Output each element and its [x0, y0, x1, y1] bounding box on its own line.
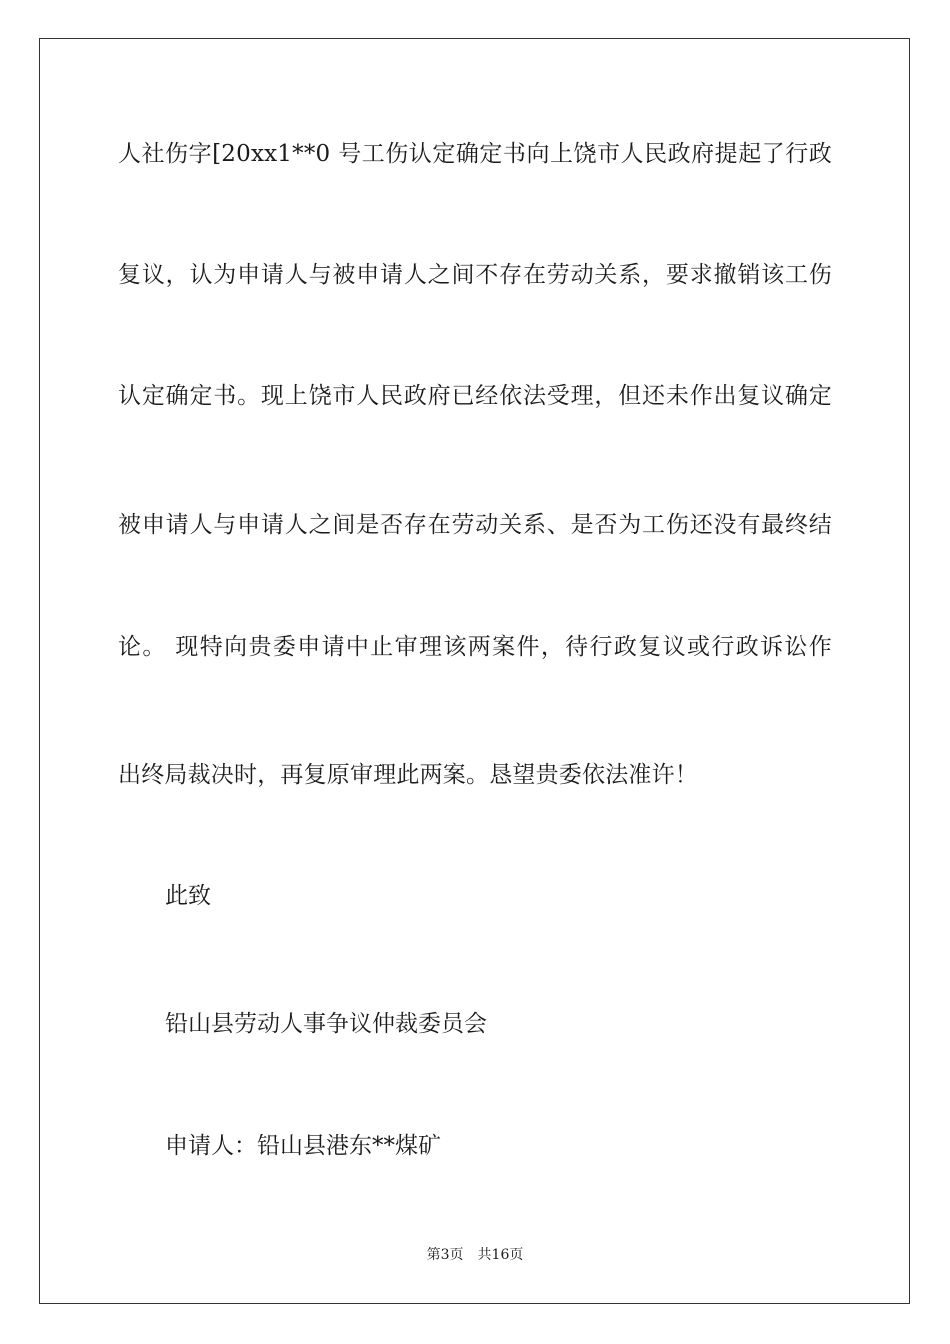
- page-number-footer: 第3页 共16页: [426, 1247, 524, 1263]
- closing-salutation: 此致: [165, 883, 211, 909]
- body-line-3: 认定确定书。现上饶市人民政府已经依法受理，但还未作出复议确定: [118, 383, 832, 409]
- body-line-4: 被申请人与申请人之间是否存在劳动关系、是否为工伤还没有最终结: [118, 512, 832, 538]
- body-line-5: 论。 现特向贵委申请中止审理该两案件，待行政复议或行政诉讼作: [118, 634, 832, 660]
- body-line-1: 人社伤字[20xx1**0 号工伤认定确定书向上饶市人民政府提起了行政: [118, 141, 832, 167]
- applicant-line: 申请人：铅山县港东**煤矿: [165, 1133, 441, 1159]
- body-line-2: 复议，认为申请人与被申请人之间不存在劳动关系，要求撤销该工伤: [118, 262, 832, 288]
- page-border: [39, 38, 910, 1304]
- body-line-6: 出终局裁决时，再复原审理此两案。恳望贵委依法准许！: [118, 762, 698, 788]
- recipient-name: 铅山县劳动人事争议仲裁委员会: [165, 1011, 487, 1037]
